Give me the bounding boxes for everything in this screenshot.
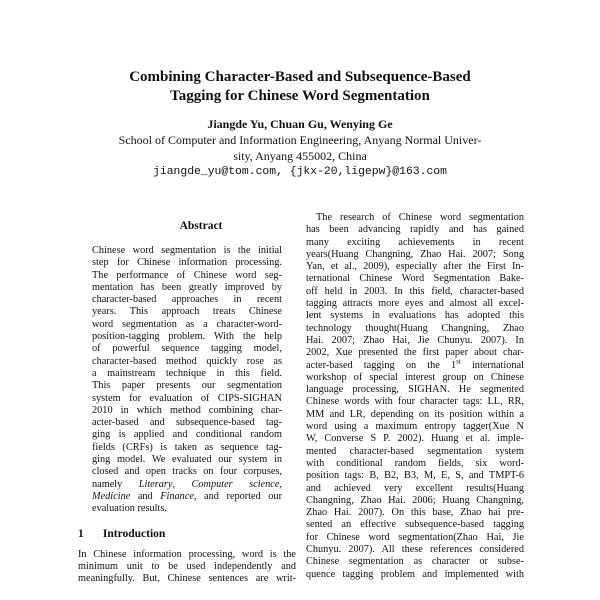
text-line xyxy=(92,429,282,441)
affiliation-line-1: School of Computer and Information Engineering, Anyang Normal Univer- xyxy=(118,133,482,147)
text-run: position tags: B, B2, B3, M, E, S, and TMPT-6 xyxy=(306,470,524,482)
text-line xyxy=(92,479,282,491)
text-line xyxy=(306,286,524,298)
text-line xyxy=(306,347,524,359)
text-line xyxy=(306,544,524,556)
text-run: character-based method quickly rose as xyxy=(92,355,282,367)
text-run: evaluation results. xyxy=(92,503,167,515)
text-line xyxy=(92,393,282,405)
text-run: mentation has been greatly improved by xyxy=(92,281,282,293)
text-line xyxy=(306,335,524,347)
text-run: , xyxy=(279,478,282,490)
text-run: workshop of special interest group on Chinese xyxy=(306,371,524,383)
text-line xyxy=(92,405,282,417)
text-line xyxy=(92,245,282,257)
text-run: W, Converse S P. 2002). Huang et al. imple- xyxy=(306,433,524,445)
text-run: minimum unit to be used independently and xyxy=(78,560,296,572)
text-run: Hai. 2007; Zhao Hai, Jie Chunyu. 2007). In xyxy=(306,334,524,346)
text-line xyxy=(306,446,524,458)
text-run: Changning, Zhao Hai. 2006; Huang Changning, xyxy=(306,494,524,506)
text-run: many exciting achievements in recent xyxy=(306,236,524,248)
text-line xyxy=(306,323,524,335)
text-run: , xyxy=(172,478,192,490)
text-run: Chunyu. 2007). All these references considered xyxy=(306,544,524,556)
text-line xyxy=(92,270,282,282)
italic-term: Finance xyxy=(160,490,194,502)
text-line xyxy=(92,454,282,466)
text-line xyxy=(306,483,524,495)
text-run: position-tagging problem. With the help xyxy=(92,331,282,343)
text-line xyxy=(306,237,524,249)
affiliation-line-2: sity, Anyang 455002, China xyxy=(233,149,367,163)
text-line xyxy=(306,470,524,482)
text-run: quence tagging problem and implemented with xyxy=(306,568,524,580)
text-run: for Chinese word segmentation(Zhao Hai, Jie xyxy=(306,531,524,543)
text-line xyxy=(92,294,282,306)
text-line xyxy=(92,257,282,269)
text-run: word using a maximum entropy tagger(Xue N xyxy=(306,421,524,433)
text-line xyxy=(92,331,282,343)
text-run: lent systems in evaluations has adopted this xyxy=(306,310,524,322)
text-line xyxy=(92,491,282,503)
text-line xyxy=(92,306,282,318)
italic-term: Literary xyxy=(138,478,173,490)
text-run: acter-based tagging on the 1 xyxy=(306,359,457,371)
italic-term: Medicine xyxy=(92,490,131,502)
paper-title xyxy=(60,68,540,106)
text-line xyxy=(92,417,282,429)
text-line xyxy=(306,458,524,470)
text-run: MM and LR, depending on its position within a xyxy=(306,408,524,420)
title-line-2: Tagging for Chinese Word Segmentation xyxy=(170,88,430,104)
text-line xyxy=(92,356,282,368)
text-run: acter-based and subsequence-based tag- xyxy=(92,417,282,429)
text-run: mented character-based segmentation system xyxy=(306,445,524,457)
introduction-heading xyxy=(78,527,310,541)
affiliation xyxy=(100,132,500,164)
text-line xyxy=(306,357,524,372)
text-run: The research of Chinese word segmentation xyxy=(316,212,524,223)
title-line-1: Combining Character-Based and Subsequence-Based xyxy=(129,69,471,85)
text-line xyxy=(92,442,282,454)
text-run: This paper presents our segmentation xyxy=(92,380,282,392)
left-column xyxy=(78,212,310,585)
text-run: ging is applied and conditional random xyxy=(92,429,282,441)
text-line xyxy=(306,556,524,568)
text-run: off held in 2003. In this field, character-based xyxy=(306,285,524,297)
text-run: fields (CRFs) is taken as sequence tag- xyxy=(92,441,282,453)
text-line xyxy=(306,532,524,544)
italic-term: Computer science xyxy=(191,478,280,490)
author-list: Jiangde Yu, Chuan Gu, Wenying Ge xyxy=(207,117,393,131)
text-run: , and reported our xyxy=(193,490,282,502)
right-column xyxy=(306,212,524,581)
text-line xyxy=(78,561,296,573)
text-line xyxy=(78,573,296,585)
text-line xyxy=(306,396,524,408)
text-run: character-based approaches in recent xyxy=(92,294,282,306)
text-line xyxy=(306,212,524,224)
text-run: Chinese words with four character tags: LL, RR, xyxy=(306,396,524,408)
text-run: step for Chinese information processing. xyxy=(92,257,282,269)
text-run: has been advancing rapidly and has gained xyxy=(306,224,524,236)
text-run: years. This approach treats Chinese xyxy=(92,306,282,318)
text-run: of powerful sequence tagging model, xyxy=(92,343,282,355)
text-line xyxy=(306,507,524,519)
abstract-heading: Abstract xyxy=(179,220,223,232)
text-run: sented an effective subsequence-based tagging xyxy=(306,519,524,531)
text-run: word segmentation as a character-word- xyxy=(92,318,282,330)
text-line xyxy=(92,380,282,392)
introduction-body xyxy=(78,549,296,586)
text-line xyxy=(92,343,282,355)
text-line xyxy=(306,433,524,445)
text-run: The performance of Chinese word seg- xyxy=(92,269,282,281)
text-line xyxy=(306,495,524,507)
abstract-body xyxy=(92,245,282,516)
text-line xyxy=(306,261,524,273)
text-line xyxy=(306,273,524,285)
text-run: In Chinese information processing, word is the xyxy=(78,548,296,560)
text-line xyxy=(92,319,282,331)
text-run: and achieved very excellent results(Huang xyxy=(306,482,524,494)
text-line xyxy=(306,409,524,421)
text-run: language processing, SIGHAN. He segmented xyxy=(306,384,524,396)
text-line xyxy=(306,372,524,384)
text-line xyxy=(306,224,524,236)
text-line xyxy=(92,503,282,515)
text-run: system for evaluation of CIPS-SIGHAN xyxy=(92,392,282,404)
text-run: with conditional random fields, six word- xyxy=(306,457,524,469)
text-run: technology thought(Huang Changning, Zhao xyxy=(306,322,524,334)
author-emails: jiangde_yu@tom.com, {jkx-20,ligepw}@163.com xyxy=(153,166,447,178)
text-line xyxy=(306,421,524,433)
superscript: st xyxy=(456,357,461,366)
text-run: Chinese word segmentation is the initial xyxy=(92,245,282,256)
text-run: ternational Chinese Word Segmentation Bake- xyxy=(306,273,524,285)
text-run: tagging attracts more eyes and almost all excel- xyxy=(306,298,524,310)
text-line xyxy=(92,282,282,294)
text-run: meaningfully. But, Chinese sentences are writ- xyxy=(78,573,296,585)
text-run: Zhao Hai. 2007). On this base, Zhao hai pre- xyxy=(306,507,524,519)
text-line xyxy=(306,569,524,581)
text-line xyxy=(78,549,296,561)
section-title: Introduction xyxy=(102,527,166,540)
text-run: and xyxy=(130,490,161,502)
text-line xyxy=(92,368,282,380)
text-run: namely xyxy=(92,478,139,490)
text-line xyxy=(306,310,524,322)
text-run: Chinese segmentation as character or subse- xyxy=(306,556,524,568)
text-run: international xyxy=(460,359,524,371)
text-line xyxy=(306,249,524,261)
text-run: a mainstream technique in this field. xyxy=(92,367,282,379)
text-run: ging model. We evaluated our system in xyxy=(92,454,282,466)
text-run: 2002, Xue presented the first paper about char- xyxy=(306,347,524,359)
text-line xyxy=(306,384,524,396)
text-run: closed and open tracks on four corpuses, xyxy=(92,466,282,478)
text-run: Yan, et al., 2009), especially after the First In- xyxy=(306,261,524,273)
text-line xyxy=(306,298,524,310)
section-number: 1 xyxy=(78,527,84,540)
text-run: years(Huang Changning, Zhao Hai. 2007; Song xyxy=(306,248,524,260)
text-run: 2010 in which method combining char- xyxy=(92,404,282,416)
text-line xyxy=(92,466,282,478)
text-line xyxy=(306,519,524,531)
